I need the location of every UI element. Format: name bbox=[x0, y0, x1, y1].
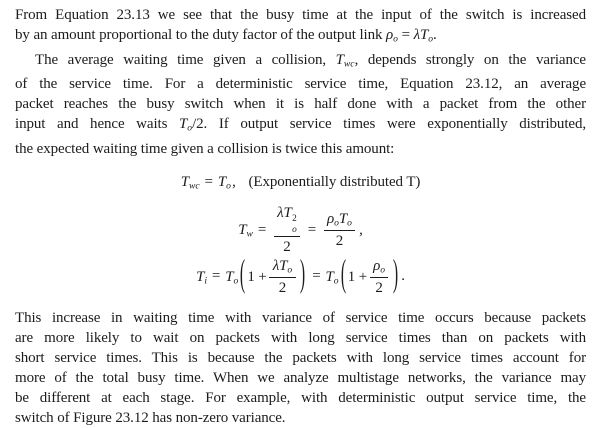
paragraph-3 bbox=[15, 308, 586, 428]
fraction-bar bbox=[274, 236, 300, 237]
equals-sign: = bbox=[204, 174, 213, 191]
comma: , bbox=[359, 221, 363, 238]
text-line: of the service time. For a deterministic service time, Equation 23.12, an average bbox=[15, 76, 586, 93]
text-line: more of the total busy time. When we analyze multistage networks, the variance may bbox=[15, 370, 586, 387]
fraction-denominator: 2 bbox=[335, 233, 344, 250]
eq-twc-rhs-sub: o bbox=[226, 180, 231, 192]
eq-tw-lhs: T bbox=[238, 221, 247, 238]
text-line: the expected waiting time given a collision is twice this amount: bbox=[15, 141, 395, 158]
fraction-bar bbox=[324, 230, 356, 231]
equation-twc bbox=[15, 172, 586, 197]
eq-ti-lhs-sub: i bbox=[204, 274, 207, 286]
T-sub: o bbox=[347, 217, 352, 229]
fraction bbox=[269, 257, 295, 298]
text-line: are more likely to wait on packets with long service times than on packets with bbox=[15, 330, 586, 347]
T-sub: o bbox=[287, 264, 293, 276]
text-line: This increase in waiting time with variance of service time occurs because packets bbox=[15, 310, 586, 327]
equals-sign: = bbox=[307, 221, 317, 238]
left-paren: ( bbox=[240, 255, 246, 297]
left-paren: ( bbox=[340, 255, 346, 297]
text-line: by an amount proportional to the duty factor of the output link ρo = λTo. bbox=[15, 27, 437, 45]
T-var: T bbox=[325, 268, 334, 285]
rho-sub: o bbox=[334, 217, 339, 229]
period: . bbox=[401, 268, 405, 285]
paragraph-1 bbox=[15, 5, 586, 50]
sup-sub-stack bbox=[292, 214, 297, 235]
fraction bbox=[324, 210, 356, 251]
T-sub: o bbox=[333, 274, 339, 286]
eq-tw-lhs-sub: w bbox=[246, 228, 253, 240]
paragraph-2 bbox=[15, 50, 586, 159]
text-line: The average waiting time given a collision, Twc, depends strongly on the variance bbox=[35, 51, 586, 70]
right-paren: ) bbox=[392, 255, 399, 297]
eq-twc-rhs: T bbox=[217, 174, 227, 191]
rho: ρ bbox=[373, 257, 381, 274]
eq-twc-lhs-sub: wc bbox=[188, 180, 200, 192]
text-line: be different at each stage. For example, with deterministic output service time, the bbox=[15, 390, 586, 407]
one-plus: 1 + bbox=[247, 268, 267, 285]
fraction-denominator: 2 bbox=[278, 279, 287, 296]
fraction-bar bbox=[370, 277, 389, 278]
text-line: From Equation 23.13 we see that the busy time at the input of the switch is increased bbox=[15, 7, 586, 23]
T-sub: o bbox=[233, 274, 239, 286]
text-line: short service times. This is because the packets with long service times account for bbox=[15, 350, 586, 367]
fraction-numerator bbox=[324, 210, 356, 229]
fraction bbox=[274, 204, 300, 257]
fraction-numerator bbox=[370, 257, 389, 276]
fraction-denominator: 2 bbox=[283, 239, 291, 256]
T-var: T bbox=[225, 268, 234, 285]
fraction-bar bbox=[269, 277, 295, 278]
text-line: input and hence waits To/2. If output service times were exponentially distributed, bbox=[15, 116, 586, 135]
equation-block bbox=[15, 172, 586, 297]
equals-sign: = bbox=[312, 268, 321, 285]
rho-sub: o bbox=[380, 264, 385, 276]
fraction bbox=[370, 257, 389, 298]
rho: ρ bbox=[326, 210, 335, 227]
text-line: packet reaches the busy switch when it is half done with a packet from the other bbox=[15, 96, 586, 113]
equation-ti bbox=[15, 257, 586, 298]
fraction-numerator bbox=[274, 204, 300, 235]
lambda-T: λT bbox=[277, 204, 292, 221]
equals-sign: = bbox=[257, 221, 267, 238]
comma: , bbox=[232, 174, 236, 191]
equals-sign: = bbox=[211, 268, 221, 285]
eq-ti-lhs: T bbox=[196, 268, 205, 285]
superscript: 2 bbox=[292, 214, 297, 225]
subscript: o bbox=[292, 224, 297, 235]
lambda-T: λT bbox=[272, 257, 288, 274]
fraction-denominator: 2 bbox=[375, 279, 383, 296]
equation-tw bbox=[15, 204, 586, 257]
text-line: switch of Figure 23.12 has non-zero variance. bbox=[15, 410, 286, 427]
T-var: T bbox=[338, 210, 348, 227]
one-plus: 1 + bbox=[347, 268, 368, 285]
eq-twc-lhs: T bbox=[180, 174, 189, 191]
right-paren: ) bbox=[300, 255, 306, 297]
fraction-numerator bbox=[269, 257, 295, 276]
equation-note: (Exponentially distributed T) bbox=[248, 174, 421, 191]
